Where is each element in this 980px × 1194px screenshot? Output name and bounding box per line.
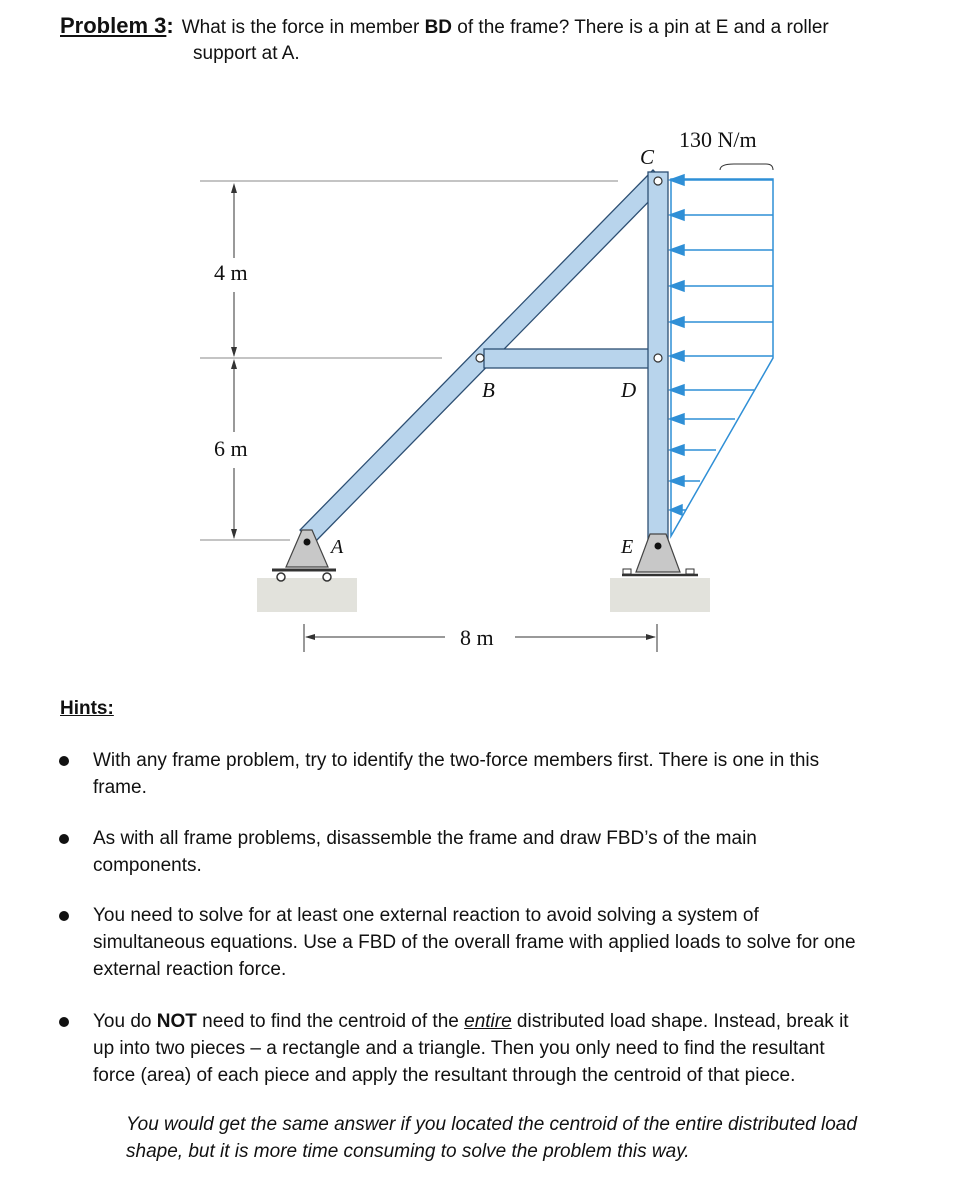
support-e-foot-left [623,569,631,574]
dim-bot-arrow-up [231,359,237,369]
member-bd [484,349,659,368]
question-part1: What is the force in member [181,17,425,38]
frame-figure [180,110,800,670]
pin-b [476,354,484,362]
ground-right [610,578,710,612]
bullet-2 [59,834,69,844]
bullet-3 [59,911,69,921]
dim-top-arrow-up [231,183,237,193]
load-arrow-head [670,175,684,185]
support-e [636,534,680,572]
hints-heading: Hints: [60,698,114,719]
load-arrow-head [670,476,684,486]
label-a: A [331,536,344,558]
bullet-1 [59,756,69,766]
dim-width-arrow-right [646,634,656,640]
roller-1 [277,573,285,581]
problem-statement [60,12,940,42]
hint-4 [93,1008,933,1089]
hint-4-line-b: up into two pieces – a rectangle and a triangle. Then you only need to find the resultant [93,1038,825,1059]
problem-label: Problem 3 [60,13,167,38]
load-brace [720,164,773,170]
label-c: C [640,145,655,169]
problem-colon: : [166,13,174,38]
load-arrow-head [670,210,684,220]
load-arrow-head [670,281,684,291]
dim-width-arrow-left [305,634,315,640]
load-arrow-head [670,245,684,255]
note-line-b: shape, but it is more time consuming to solve the problem this way. [126,1141,690,1162]
question-continuation: support at A. [193,43,300,64]
roller-2 [323,573,331,581]
note [126,1111,936,1165]
load-arrow-head [670,414,684,424]
hint-3-line-a: You need to solve for at least one external reaction to avoid solving a system of [93,905,759,926]
note-line-a: You would get the same answer if you located the centroid of the entire distributed load [126,1114,857,1135]
dim-bottom-label: 6 m [214,436,248,461]
label-e: E [621,536,634,558]
pin-e [655,543,662,550]
dim-top-label: 4 m [214,260,248,285]
label-b: B [482,378,495,402]
dim-width-label: 8 m [460,625,494,650]
load-label: 130 N/m [679,127,757,152]
pin-a [304,539,311,546]
dim-bot-arrow-down [231,529,237,539]
load-arrow-head [670,317,684,327]
member-name: BD [424,17,453,38]
emphasis-entire: entire [464,1011,512,1032]
hint-1-line-b: frame. [93,777,147,798]
label-d: D [621,378,637,402]
load-arrow-head [670,385,684,395]
load-arrows [670,175,773,515]
question-part2: of the frame? There is a pin at E and a roller [452,17,829,38]
load-arrow-head [670,505,682,515]
hint-1-line-a: With any frame problem, try to identify the two-force members first. There is one in this [93,750,820,771]
dim-top-arrow-down [231,347,237,357]
load-arrow-head [670,445,684,455]
hint-2-line-b: components. [93,855,202,876]
pin-d [654,354,662,362]
load-outline [671,179,773,536]
hint-2 [93,825,933,879]
hint-1 [93,747,933,801]
emphasis-not: NOT [156,1011,197,1032]
support-e-foot-right [686,569,694,574]
hint-3 [93,902,933,983]
load-arrow-head [670,351,684,361]
bullet-4 [59,1017,69,1027]
hint-3-line-b: simultaneous equations. Use a FBD of the overall frame with applied loads to solve for one [93,932,856,953]
hint-2-line-a: As with all frame problems, disassemble the frame and draw FBD’s of the main [93,828,757,849]
hint-4-line-c: force (area) of each piece and apply the resultant through the centroid of that piece. [93,1065,796,1086]
hint-3-line-c: external reaction force. [93,959,287,980]
ground-left [257,578,357,612]
pin-c [654,177,662,185]
hint-4-line-a: You do NOT need to find the centroid of the entire distributed load shape. Instead, break it [93,1011,849,1032]
